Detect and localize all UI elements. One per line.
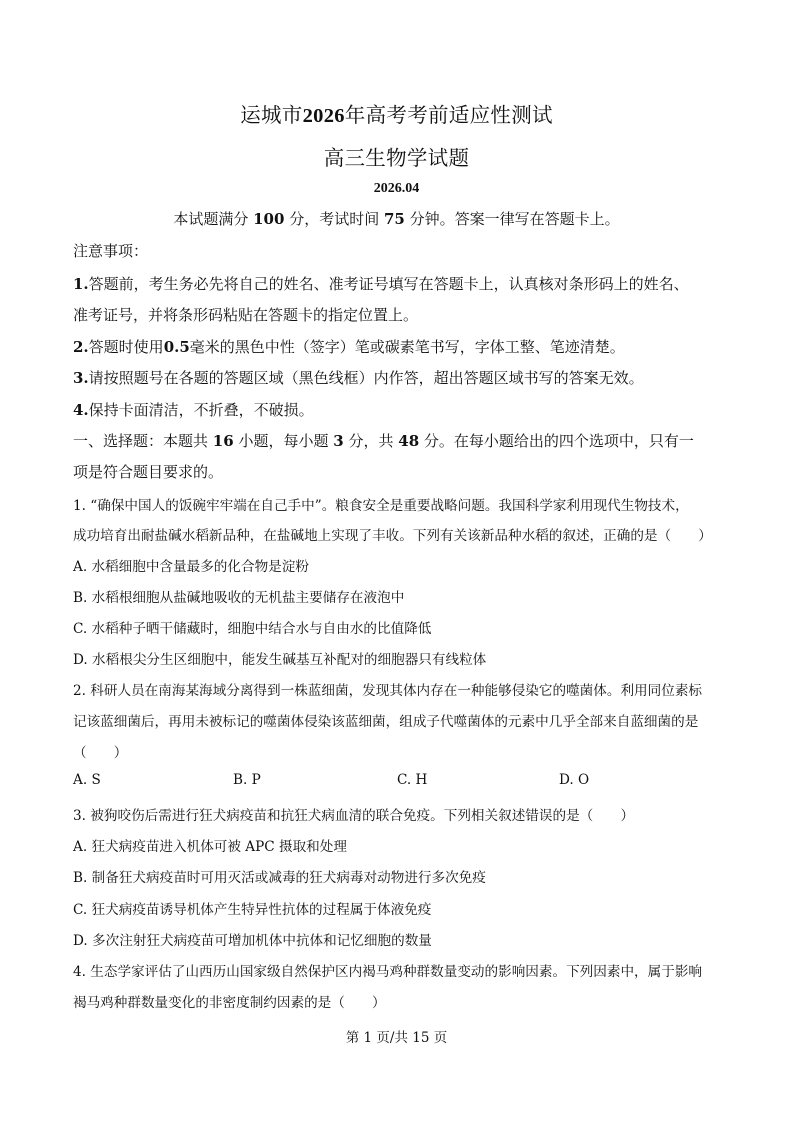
section-1-heading-line-2: 项是符合题目要求的。 — [73, 463, 224, 481]
exam-date: 2026.04 — [373, 181, 420, 196]
q1-option-b: B. 水稻根细胞从盐碱地吸收的无机盐主要储存在液泡中 — [73, 590, 405, 606]
q4-stem-line-2: 褐马鸡种群数量变化的非密度制约因素的是（ ） — [73, 995, 386, 1011]
q2-option-c: C. H — [397, 772, 428, 788]
q1-stem-line-1: 1. “确保中国人的饭碗牢牢端在自己手中”。粮食安全是重要战略问题。我国科学家利用现代生物技术， — [73, 498, 689, 514]
q1-option-a: A. 水稻细胞中含量最多的化合物是淀粉 — [73, 559, 309, 575]
q4-stem-line-1: 4. 生态学家评估了山西历山国家级自然保护区内褐马鸡种群数量变动的影响因素。下列因素中，属于影响 — [73, 964, 703, 980]
note-2: 2.答题时使用0.5毫米的黑色中性（签字）笔或碳素笔书写，字体工整、笔迹清楚。 — [73, 338, 625, 356]
q3-option-b: B. 制备狂犬病疫苗时可用灭活或减毒的狂犬病毒对动物进行多次免疫 — [73, 870, 486, 886]
q1-stem-line-2: 成功培育出耐盐碱水稻新品种，在盐碱地上实现了丰收。下列有关该新品种水稻的叙述，正确的是（ ） — [73, 528, 712, 544]
q2-option-b: B. P — [233, 772, 261, 788]
q2-stem-line-1: 2. 科研人员在南海某海域分离得到一株蓝细菌，发现其体内存在一种能够侵染它的噬菌体。利用同位素标 — [73, 683, 703, 699]
exam-subtitle: 高三生物学试题 — [323, 146, 470, 170]
note-1-line-1: 1.答题前，考生务必先将自己的姓名、准考证号填写在答题卡上，认真核对条形码上的姓名、 — [73, 275, 689, 293]
section-1-heading: 一、选择题：本题共 16 小题，每小题 3 分，共 48 分。在每小题给出的四个选项中，只有一 — [73, 432, 694, 450]
page-footer: 第 1 页/共 15 页 — [345, 1030, 448, 1046]
exam-title: 运城市2026年高考考前适应性测试 — [240, 103, 553, 127]
q2-options — [73, 772, 733, 792]
q3-stem-line-1: 3. 被狗咬伤后需进行狂犬病疫苗和抗狂犬病血清的联合免疫。下列相关叙述错误的是（ ） — [73, 808, 635, 824]
note-4: 4.保持卡面清洁，不折叠，不破损。 — [73, 401, 314, 419]
q2-stem-line-2: 记该蓝细菌后，再用未被标记的噬菌体侵染该蓝细菌，组成子代噬菌体的元素中几乎全部来自蓝细菌的是 — [73, 714, 699, 730]
q3-option-c: C. 狂犬病疫苗诱导机体产生特异性抗体的过程属于体液免疫 — [73, 902, 432, 918]
q2-option-a: A. S — [73, 772, 101, 788]
q3-option-a: A. 狂犬病疫苗进入机体可被 APC 摄取和处理 — [73, 839, 347, 855]
notes-heading: 注意事项： — [73, 242, 149, 260]
note-3: 3.请按照题号在各题的答题区域（黑色线框）内作答，超出答题区域书写的答案无效。 — [73, 369, 644, 387]
q2-stem-line-3: （ ） — [73, 745, 128, 761]
q1-option-c: C. 水稻种子晒干储藏时，细胞中结合水与自由水的比值降低 — [73, 621, 432, 637]
q3-option-d: D. 多次注射狂犬病疫苗可增加机体中抗体和记忆细胞的数量 — [73, 933, 432, 949]
exam-info: 本试题满分 100 分，考试时间 75 分钟。答案一律写在答题卡上。 — [173, 210, 620, 228]
q1-option-d: D. 水稻根尖分生区细胞中，能发生碱基互补配对的细胞器只有线粒体 — [73, 652, 487, 668]
note-1-line-2: 准考证号，并将条形码粘贴在答题卡的指定位置上。 — [73, 306, 419, 324]
q2-option-d: D. O — [559, 772, 590, 788]
